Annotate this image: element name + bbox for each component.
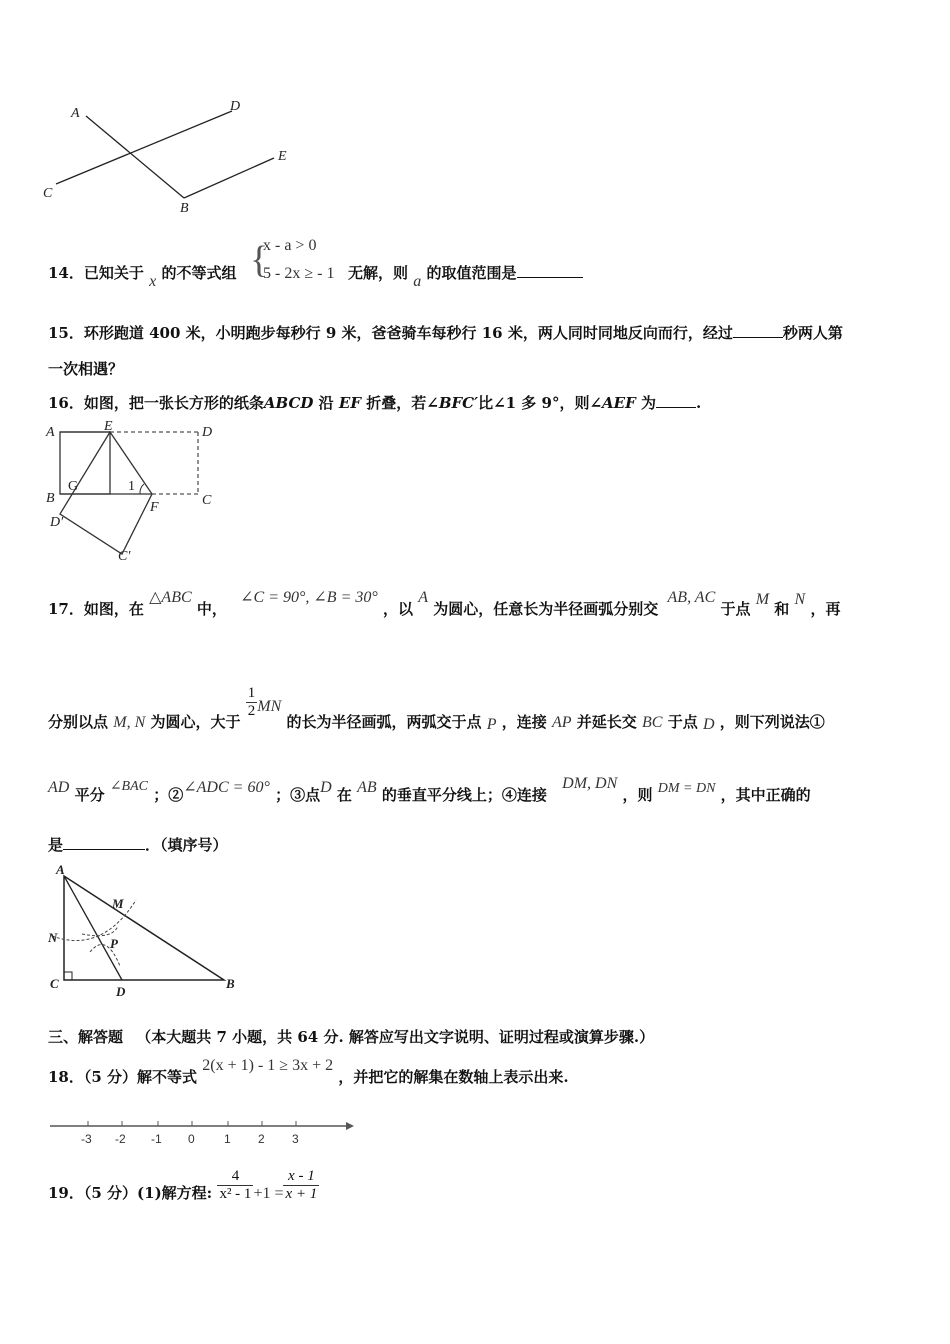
q17-l2-d: ，连接: [501, 713, 547, 731]
q17-l2-b: 为圆心，大于: [150, 713, 241, 731]
q17-l2-a: 分别以点: [48, 713, 109, 731]
q17-l4-b: ．（填序号）: [145, 836, 228, 854]
tick-label-2: 2: [258, 1132, 265, 1146]
q16-abcd: ABCD: [263, 394, 314, 412]
section-3-note: （本大题共 7 小题，共 64 分. 解答应写出文字说明、证明过程或演算步骤.）: [136, 1028, 655, 1046]
q14-sys-line1: x - a > 0: [263, 237, 317, 254]
q16-bfc: BFC′: [438, 394, 479, 412]
question-17-line2: [48, 685, 825, 733]
question-18: [48, 1057, 569, 1087]
q17-l3-b: ；②: [153, 786, 184, 804]
fig16-label-cprime: C′: [118, 549, 131, 564]
q14-text-d: 的取值范围是: [426, 264, 517, 282]
section-3-title: 三、解答题: [48, 1028, 124, 1046]
q17-l3-d: 在: [336, 786, 352, 804]
question-17-line3: [48, 775, 811, 805]
q16-ef: EF: [338, 394, 362, 412]
arc-from-n: [82, 926, 118, 936]
q17-bc: BC: [642, 714, 663, 731]
q19-f2-den: x + 1: [285, 1186, 318, 1202]
label-a: A: [71, 106, 80, 121]
q17-half-fraction: [246, 685, 258, 720]
q17-ap: AP: [551, 714, 572, 731]
fig16-label-dprime: D′: [50, 515, 64, 530]
q17-half-den: 2: [247, 703, 256, 719]
line-ab: [86, 116, 184, 198]
q17-d2: D: [320, 779, 332, 796]
q17-l2-f: 于点: [667, 713, 698, 731]
question-17-line4: [48, 834, 228, 855]
q17-tri: △ABC: [149, 589, 192, 606]
q17-l3-g: ，其中正确的: [720, 786, 811, 804]
q17-adc: ∠ADC = 60°: [183, 779, 270, 796]
q16-text-f: .: [696, 394, 702, 412]
q17-m: M: [755, 591, 770, 608]
q17-a: A: [418, 589, 429, 606]
fig17-label-n: N: [48, 930, 58, 945]
q19-f1-num: 4: [217, 1168, 253, 1186]
q18-inequality: 2(x + 1) - 1 ≥ 3x + 2: [202, 1057, 334, 1074]
q15-text: 15．环形跑道 400 米，小明跑步每秒行 9 米，爸爸骑车每秒行 16 米，两人同时同地反向而行，经过: [48, 324, 733, 342]
q17-abac: AB, AC: [667, 589, 716, 606]
fig17-label-a: A: [56, 862, 65, 877]
q19-text-a: 19．（5 分）(1)解方程:: [48, 1184, 213, 1202]
question-17-line1: [48, 589, 841, 619]
q17-l1-e: 于点: [720, 600, 751, 618]
tick-label-3: 3: [292, 1132, 299, 1146]
tick-label-1: 1: [224, 1132, 231, 1146]
q16-answer-blank[interactable]: [656, 393, 696, 408]
line-cd: [56, 111, 232, 184]
q19-f2-num: x - 1: [283, 1168, 319, 1186]
fig16-label-g: G: [68, 479, 79, 494]
tick-label-neg1: -1: [151, 1132, 162, 1146]
q15-text-end: 秒两人第: [782, 324, 843, 342]
fig17-label-m: M: [112, 896, 124, 911]
q15-text-2: 一次相遇？: [48, 360, 124, 378]
question-14: [48, 262, 237, 290]
figure-folded-strip: [40, 418, 230, 564]
q17-l1-a: 17．如图，在: [48, 600, 144, 618]
q17-dmdn: DM, DN: [562, 775, 618, 792]
q17-l3-c: ；③点: [275, 786, 321, 804]
q14-number: 14．: [48, 264, 84, 282]
fig17-label-p: P: [110, 936, 118, 951]
q17-l3-e: 的垂直平分线上；④连接: [381, 786, 547, 804]
q18-text-b: ，并把它的解集在数轴上表示出来.: [338, 1068, 569, 1086]
q17-l3-f: ，则: [622, 786, 653, 804]
q16-text-d: 比∠1 多 9°，则∠: [478, 394, 603, 412]
tick-label-0: 0: [188, 1132, 195, 1146]
fig16-label-1: 1: [128, 479, 135, 494]
q19-plus: +1 =: [253, 1185, 284, 1202]
angle-1-arc: [140, 484, 144, 494]
q17-d: D: [702, 716, 715, 733]
label-d: D: [230, 99, 241, 114]
q18-text-a: 18．（5 分）解不等式: [48, 1068, 198, 1086]
fig16-label-e: E: [104, 419, 113, 434]
q17-l1-d: 为圆心，任意长为半径画弧分别交: [433, 600, 659, 618]
fig16-label-b: B: [46, 491, 55, 506]
q17-mn: MN: [257, 698, 282, 715]
q14-text-c: 无解，则: [348, 264, 409, 282]
q15-answer-blank[interactable]: [733, 323, 783, 338]
label-c: C: [43, 186, 53, 201]
fig16-label-d: D: [202, 425, 213, 440]
q17-half-num: 1: [247, 685, 256, 701]
q17-dmeq: DM = DN: [657, 781, 716, 796]
fig17-label-d: D: [116, 984, 126, 999]
q17-answer-blank[interactable]: [63, 835, 145, 850]
tick-label-neg3: -3: [81, 1132, 92, 1146]
q19-fraction-1: [217, 1168, 253, 1203]
question-16: [48, 392, 701, 413]
triangle-abc: [64, 876, 224, 980]
question-19: [48, 1168, 319, 1203]
q14-text-a: 已知关于: [83, 264, 144, 282]
fig17-label-c: C: [50, 976, 59, 991]
label-b: B: [180, 201, 189, 216]
q17-l4-a: 是: [48, 836, 64, 854]
q14-answer-blank[interactable]: [517, 263, 583, 278]
q16-aef: AEF: [602, 394, 636, 412]
q14-text-b: 的不等式组: [161, 264, 237, 282]
q16-text-a: 16．如图，把一张长方形的纸条: [48, 394, 264, 412]
q16-text-c: 折叠，若∠: [366, 394, 439, 412]
q17-l2-e: 并延长交: [576, 713, 637, 731]
q17-l3-a: 平分: [74, 786, 105, 804]
q14-var-x: x: [149, 273, 157, 290]
figure-triangle-abc: [40, 862, 250, 1002]
q17-l2-g: ，则下列说法①: [719, 713, 825, 731]
q17-p: P: [486, 716, 497, 733]
q17-ad: AD: [48, 779, 70, 796]
section-3-heading: [48, 1026, 654, 1047]
segment-ad: [64, 876, 122, 980]
q17-angles: ∠C = 90°, ∠B = 30°: [240, 589, 378, 606]
q17-ab: AB: [357, 779, 377, 796]
number-line[interactable]: [46, 1112, 356, 1148]
question-14-tail: [348, 262, 583, 290]
fig16-label-f: F: [150, 500, 159, 515]
line-be: [184, 158, 274, 198]
number-line-arrow: [346, 1122, 354, 1130]
q17-l1-c: ，以: [383, 600, 414, 618]
fig17-label-b: B: [226, 976, 235, 991]
q19-f1-den: x² - 1: [219, 1186, 252, 1202]
right-angle-mark: [64, 972, 72, 980]
question-15-line1: [48, 322, 843, 343]
q17-l1-b: 中，: [196, 600, 227, 618]
tick-label-neg2: -2: [115, 1132, 126, 1146]
q16-text-e: 为: [641, 394, 657, 412]
question-15-line2: [48, 358, 123, 379]
q17-bac: ∠BAC: [109, 779, 148, 794]
figure-intersecting-lines: [38, 92, 308, 222]
q17-l1-f: 和: [774, 600, 790, 618]
fig16-label-c: C: [202, 493, 212, 508]
label-e: E: [278, 149, 287, 164]
q14-sys-line2: 5 - 2x ≥ - 1: [263, 265, 335, 282]
q19-fraction-2: [283, 1168, 319, 1203]
q17-mn-points: M, N: [113, 714, 146, 731]
q17-l2-c: 的长为半径画弧，两弧交于点: [286, 713, 482, 731]
q17-n: N: [794, 591, 806, 608]
q16-text-b: 沿: [318, 394, 334, 412]
fig16-label-a: A: [46, 425, 55, 440]
q17-l1-g: ，再: [810, 600, 841, 618]
q14-var-a: a: [413, 273, 422, 290]
